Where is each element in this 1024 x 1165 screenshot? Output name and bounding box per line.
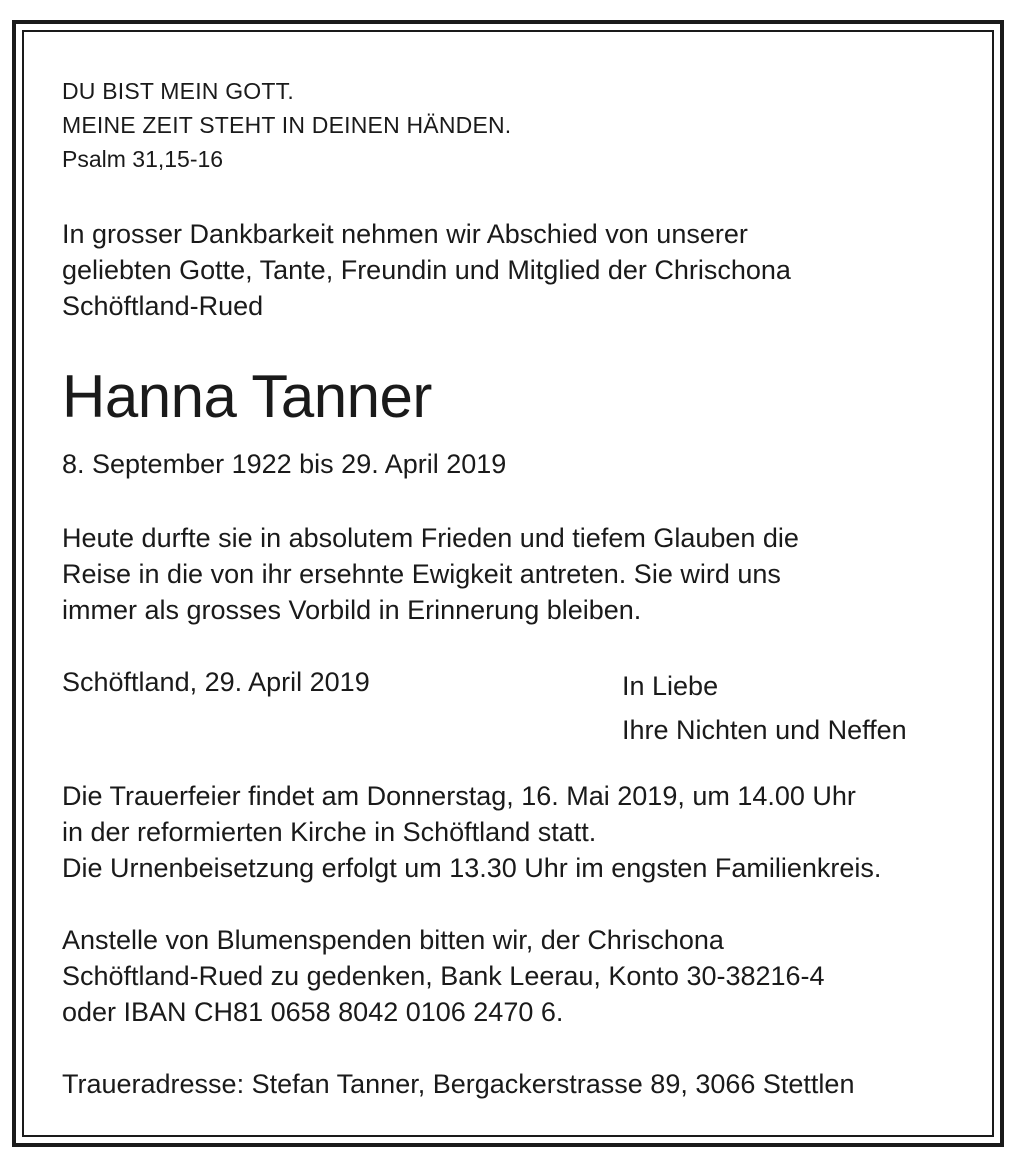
- donation-line-2: Schöftland-Rued zu gedenken, Bank Leerau, Konto 30-38216-4: [62, 961, 825, 991]
- verse-line-2: MEINE ZEIT STEHT IN DEINEN HÄNDEN.: [62, 112, 512, 138]
- donation-line-1: Anstelle von Blumenspenden bitten wir, der Chrischona: [62, 925, 724, 955]
- deceased-name: Hanna Tanner: [62, 363, 432, 430]
- verse-reference: Psalm 31,15-16: [62, 146, 224, 172]
- tribute-line-1: Heute durfte sie in absolutem Frieden und tiefem Glauben die: [62, 523, 799, 553]
- service-line-3: Die Urnenbeisetzung erfolgt um 13.30 Uhr im engsten Familienkreis.: [62, 853, 882, 883]
- intro-line-2: geliebten Gotte, Tante, Freundin und Mitglied der Chrischona: [62, 255, 791, 285]
- bible-verse: [62, 74, 972, 176]
- signatures: [622, 664, 907, 752]
- mourning-address: Traueradresse: Stefan Tanner, Bergackerstrasse 89, 3066 Stettlen: [62, 1069, 855, 1099]
- intro-line-1: In grosser Dankbarkeit nehmen wir Abschied von unserer: [62, 219, 748, 249]
- place-date: Schöftland, 29. April 2019: [62, 667, 370, 697]
- service-line-2: in der reformierten Kirche in Schöftland statt.: [62, 817, 597, 847]
- donation-info: [62, 922, 972, 1030]
- donation-line-3: oder IBAN CH81 0658 8042 0106 2470 6.: [62, 997, 564, 1027]
- tribute-paragraph: [62, 520, 972, 628]
- service-line-1: Die Trauerfeier findet am Donnerstag, 16. Mai 2019, um 14.00 Uhr: [62, 781, 856, 811]
- life-dates: 8. September 1922 bis 29. April 2019: [62, 449, 507, 479]
- signature-line-1: In Liebe: [622, 671, 719, 701]
- tribute-line-2: Reise in die von ihr ersehnte Ewigkeit antreten. Sie wird uns: [62, 559, 781, 589]
- intro-line-3: Schöftland-Rued: [62, 291, 264, 321]
- verse-line-1: DU BIST MEIN GOTT.: [62, 78, 294, 104]
- signoff: [62, 664, 972, 754]
- obituary-notice: [62, 74, 972, 1102]
- intro-paragraph: [62, 216, 972, 324]
- funeral-service-info: [62, 778, 972, 886]
- tribute-line-3: immer als grosses Vorbild in Erinnerung bleiben.: [62, 595, 642, 625]
- signature-line-2: Ihre Nichten und Neffen: [622, 715, 907, 745]
